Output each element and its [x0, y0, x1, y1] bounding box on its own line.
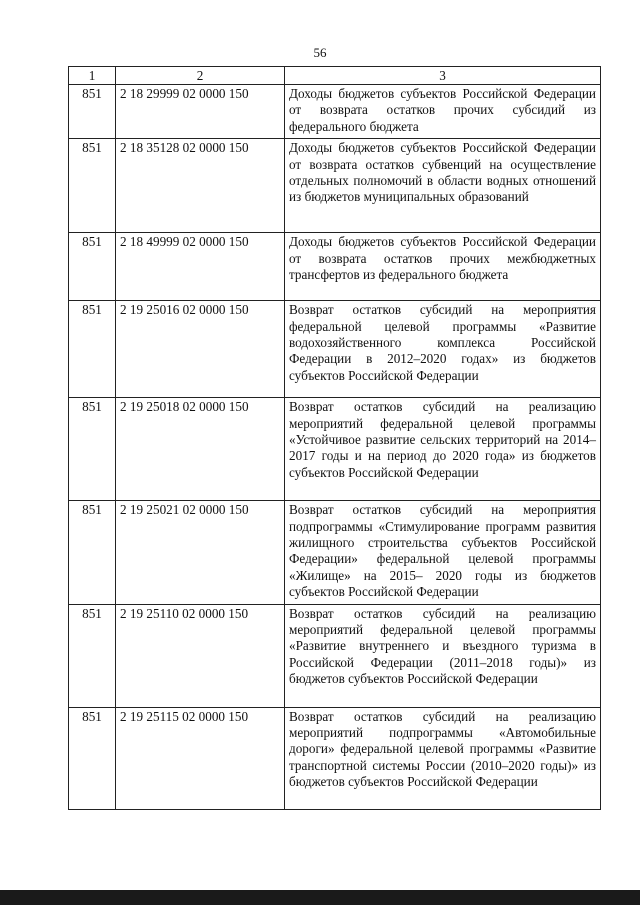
column-header-3: 3: [285, 67, 601, 85]
admin-code-cell: 851: [69, 501, 116, 604]
table-row: [69, 85, 601, 139]
table-row: [69, 398, 601, 501]
table-row: [69, 139, 601, 233]
description-cell: Возврат остатков субсидий на мероприятия федеральной целевой программы «Развитие водохозяйственного комплекса Российской Федерации в 2012–2020 годах» из бюджетов субъектов Российской Федерации: [285, 301, 601, 398]
admin-code-cell: 851: [69, 139, 116, 233]
admin-code-cell: 851: [69, 85, 116, 139]
table-row: [69, 707, 601, 809]
column-header-2: 2: [116, 67, 285, 85]
budget-codes-table: [68, 66, 601, 810]
table-header-row: [69, 67, 601, 85]
column-header-1: 1: [69, 67, 116, 85]
table-row: [69, 233, 601, 301]
description-cell: Доходы бюджетов субъектов Российской Федерации от возврата остатков прочих межбюджетных трансфертов из федерального бюджета: [285, 233, 601, 301]
description-cell: Возврат остатков субсидий на реализацию мероприятий подпрограммы «Автомобильные дороги» федеральной целевой программы «Развитие транспортной системы России (2010–2020 годы)» из бюджетов субъектов Российской Федерации: [285, 707, 601, 809]
description-cell: Возврат остатков субсидий на реализацию мероприятий федеральной целевой программы «Развитие внутреннего и въездного туризма в Российской Федерации (2011–2018 годы)» из бюджетов субъектов Российской Федерации: [285, 604, 601, 707]
revenue-code-cell: 2 19 25115 02 0000 150: [116, 707, 285, 809]
description-cell: Доходы бюджетов субъектов Российской Федерации от возврата остатков прочих субсидий из федерального бюджета: [285, 85, 601, 139]
admin-code-cell: 851: [69, 604, 116, 707]
admin-code-cell: 851: [69, 301, 116, 398]
revenue-code-cell: 2 18 35128 02 0000 150: [116, 139, 285, 233]
revenue-code-cell: 2 19 25021 02 0000 150: [116, 501, 285, 604]
revenue-code-cell: 2 19 25016 02 0000 150: [116, 301, 285, 398]
revenue-code-cell: 2 18 29999 02 0000 150: [116, 85, 285, 139]
table-row: [69, 301, 601, 398]
table-row: [69, 501, 601, 604]
admin-code-cell: 851: [69, 233, 116, 301]
table-row: [69, 604, 601, 707]
scan-bottom-edge: [0, 890, 640, 905]
description-cell: Возврат остатков субсидий на реализацию мероприятий федеральной целевой программы «Устойчивое развитие сельских территорий на 2014–2017 годы и на период до 2020 года» из бюджетов субъектов Российской Федерации: [285, 398, 601, 501]
revenue-code-cell: 2 19 25110 02 0000 150: [116, 604, 285, 707]
page-number: 56: [313, 45, 327, 60]
description-cell: Доходы бюджетов субъектов Российской Федерации от возврата остатков субвенций на осуществление отдельных полномочий в области водных отношений из бюджетов муниципальных образований: [285, 139, 601, 233]
admin-code-cell: 851: [69, 398, 116, 501]
revenue-code-cell: 2 19 25018 02 0000 150: [116, 398, 285, 501]
description-cell: Возврат остатков субсидий на мероприятия подпрограммы «Стимулирование программ развития жилищного строительства субъектов Российской Федерации» федеральной целевой программы «Жилище» на 2015– 2020 годы из бюджетов субъектов Российской Федерации: [285, 501, 601, 604]
admin-code-cell: 851: [69, 707, 116, 809]
revenue-code-cell: 2 18 49999 02 0000 150: [116, 233, 285, 301]
